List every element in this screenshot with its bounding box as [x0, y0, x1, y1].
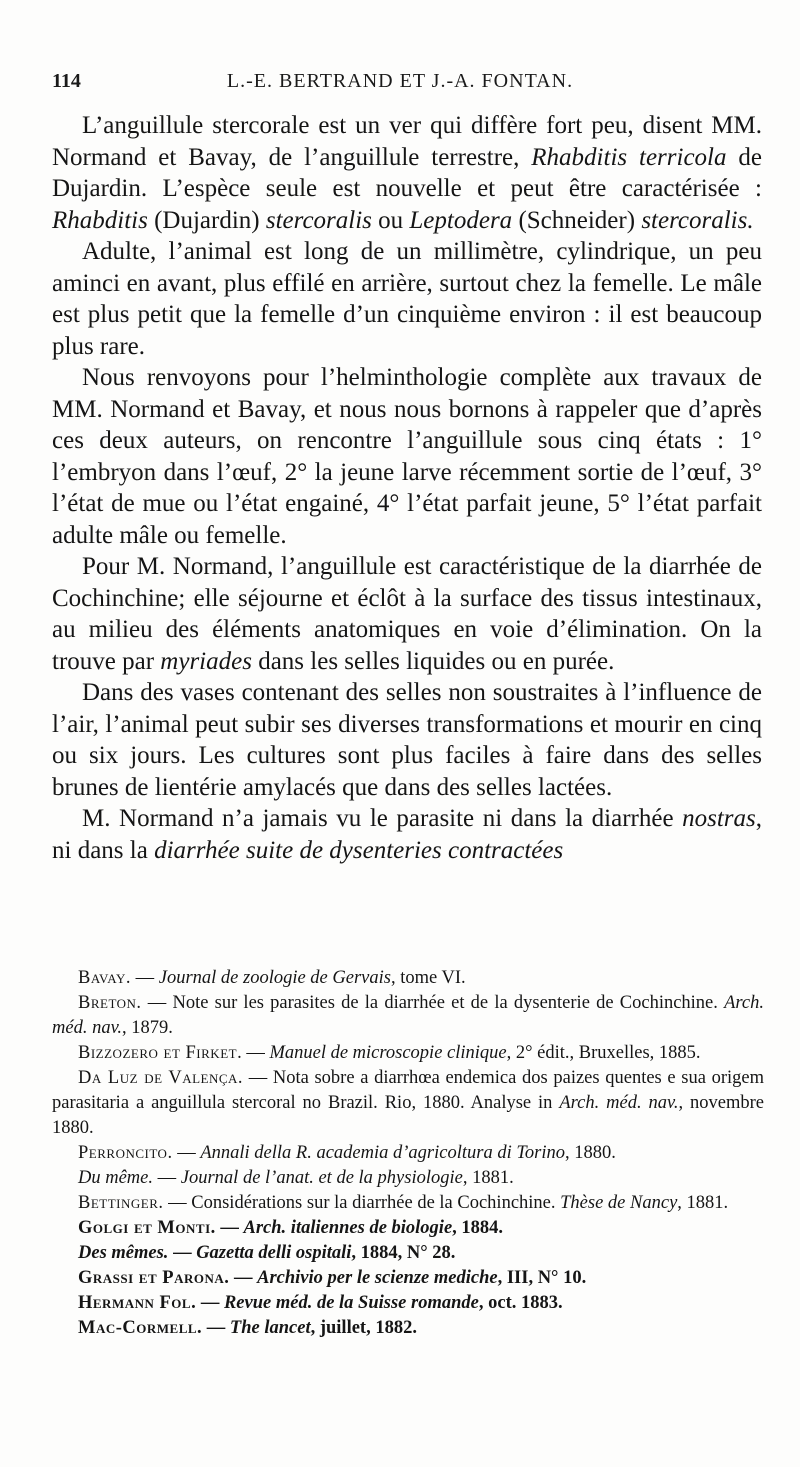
reference-title: The lancet [229, 1318, 311, 1338]
reference-text: , III, N° 10. [497, 1268, 587, 1288]
reference-text: , 1884, N° 28. [351, 1243, 456, 1263]
reference-entry [52, 1266, 764, 1291]
text-run: , ni dans la [52, 805, 762, 864]
reference-author: Golgi et Monti. [78, 1218, 216, 1238]
reference-entry [52, 1191, 764, 1216]
reference-title: Gazetta delli ospitali [196, 1243, 352, 1263]
text-run: (Dujardin) [147, 206, 266, 234]
italic-text: myriades [160, 647, 252, 675]
reference-title: Manuel de microscopie clinique [269, 1043, 507, 1063]
reference-text: — [153, 1168, 181, 1188]
paragraph [52, 677, 762, 803]
reference-text: — Note sur les parasites de la diarrhée et de la dysenterie de Cochinchine. [141, 993, 725, 1013]
reference-entry [52, 991, 764, 1041]
text-run: ou [371, 206, 410, 234]
text-run: Nous renvoyons pour l’helminthologie complète aux travaux de MM. Normand et Bavay, et nous nous bornons à rappeler que d’après ces deux auteurs, on rencontre l’anguillule sous cinq états : 1° l’embryon dans l’œuf, 2° la jeune larve récemment sortie de l’œuf, 3° l’état de mue ou l’état engainé, 4° l’état parfait jeune, 5° l’état parfait adulte mâle ou femelle. [52, 364, 762, 549]
text-run: M. Normand n’a jamais vu le parasite ni dans la diarrhée [82, 805, 683, 832]
reference-title: Journal de zoologie de Gervais [158, 968, 391, 988]
reference-author: Breton. [78, 993, 142, 1013]
reference-text: — [196, 1293, 224, 1313]
text-run: Adulte, l’animal est long de un millimètre, cylindrique, un peu aminci en avant, plus effilé en arrière, surtout chez la femelle. Le mâle est plus petit que la femelle d’un cinquième environ : il est beaucoup plus rare. [52, 238, 762, 360]
text-run: Dans des vases contenant des selles non soustraites à l’influence de l’air, l’animal peut subir ses diverses transformations et mourir en cinq ou six jours. Les cultures sont plus faciles à faire dans des selles brunes de lientérie amylacés que dans des selles lactées. [52, 679, 762, 801]
reference-text: — Considérations sur la diarrhée de la Cochinchine. [163, 1193, 561, 1213]
reference-author: Da Luz de Valença. [78, 1068, 244, 1088]
reference-title: Arch. italiennes de biologie [243, 1218, 453, 1238]
reference-text: , 1881. [677, 1193, 729, 1213]
paragraph [52, 803, 762, 866]
reference-entry [52, 1241, 764, 1266]
reference-entry [52, 1066, 764, 1141]
reference-author: Mac-Cormell. [78, 1318, 203, 1338]
reference-entry [52, 1316, 764, 1341]
italic-text: nostras [682, 805, 756, 832]
reference-title: Du même. [78, 1168, 154, 1188]
running-title: L.-E. BERTRAND ET J.-A. FONTAN. [226, 70, 574, 92]
paragraph [52, 551, 762, 677]
reference-text: , oct. 1883. [478, 1293, 563, 1313]
reference-text: , 2° édit., Bruxelles, 1885. [506, 1043, 701, 1063]
reference-text: — [172, 1143, 201, 1163]
reference-text: — Nota sobre a diarrhœa endemica dos paizes quentes e sua origem parasitaria a anguillula stercoral no Brazil. Rio, 1880. Analyse in [52, 1068, 764, 1113]
italic-text: stercoralis [265, 206, 372, 234]
reference-entry [52, 1216, 764, 1241]
reference-text: , novembre 1880. [52, 1093, 764, 1138]
reference-title: Revue méd. de la Suisse romande [223, 1293, 479, 1313]
paragraph [52, 110, 762, 236]
running-header [52, 70, 748, 100]
reference-title: Annali della R. academia d’agricoltura di Torino [200, 1143, 566, 1163]
reference-title: Thèse de Nancy [560, 1193, 678, 1213]
reference-author: Bavay. [78, 968, 131, 988]
reference-entry [52, 1141, 764, 1166]
reference-text: — [215, 1218, 244, 1238]
reference-text: , tome VI. [390, 968, 466, 988]
reference-title: Arch. méd. nav. [559, 1093, 679, 1113]
reference-author: Bettinger. [78, 1193, 164, 1213]
reference-text: — [130, 968, 159, 988]
paragraph [52, 236, 762, 362]
reference-author: Grassi et Parona. [78, 1268, 230, 1288]
reference-text: , juillet, 1882. [310, 1318, 417, 1338]
reference-title: Arch. méd. nav. [52, 993, 764, 1038]
reference-title: Journal de l’anat. et de la physiologie [180, 1168, 463, 1188]
reference-text: — [168, 1243, 197, 1263]
reference-text: , 1879. [122, 1018, 173, 1038]
reference-text: , 1884. [452, 1218, 504, 1238]
reference-entry [52, 1041, 764, 1066]
reference-author: Hermann Fol. [78, 1293, 197, 1313]
reference-text: . — [237, 1043, 270, 1063]
reference-text: — [229, 1268, 258, 1288]
bibliography [52, 966, 764, 1341]
reference-entry [52, 1291, 764, 1316]
italic-text: Rhabditis [52, 206, 148, 234]
italic-text: Leptodera [409, 206, 513, 234]
reference-text: — [202, 1318, 230, 1338]
text-run: dans les selles liquides ou en purée. [251, 647, 615, 675]
reference-title: Archivio per le scienze mediche [257, 1268, 498, 1288]
reference-title: Des mêmes. [78, 1243, 169, 1263]
page-number: 114 [52, 70, 81, 92]
text-run: L’anguillule stercorale est un ver qui diffère fort peu, disent MM. Normand et Bavay, de l’anguillule terrestre, [52, 112, 762, 171]
reference-author: Perroncito. [78, 1143, 173, 1163]
paragraph [52, 362, 762, 551]
italic-text: Rhabditis terricola [531, 143, 727, 171]
text-run: Pour M. Normand, l’anguillule est caractéristique de la diarrhée de Cochinchine; elle séjourne et éclôt à la surface des tissus intestinaux, au milieu des éléments anatomiques en voie d’élimination. On la trouve par [52, 553, 762, 675]
italic-text: diarrhée suite de dysenteries contractées [154, 836, 564, 864]
reference-author: Bizzozero et Firket [78, 1043, 238, 1063]
text-run: de Dujardin. L’espèce seule est nouvelle et peut être caractérisée : [52, 143, 762, 202]
body-text [52, 110, 762, 866]
text-run: (Schneider) [512, 206, 642, 234]
reference-entry [52, 1166, 764, 1191]
reference-text: , 1880. [565, 1143, 616, 1163]
reference-entry [52, 966, 764, 991]
reference-text: , 1881. [462, 1168, 514, 1188]
italic-text: stercoralis. [641, 206, 754, 234]
